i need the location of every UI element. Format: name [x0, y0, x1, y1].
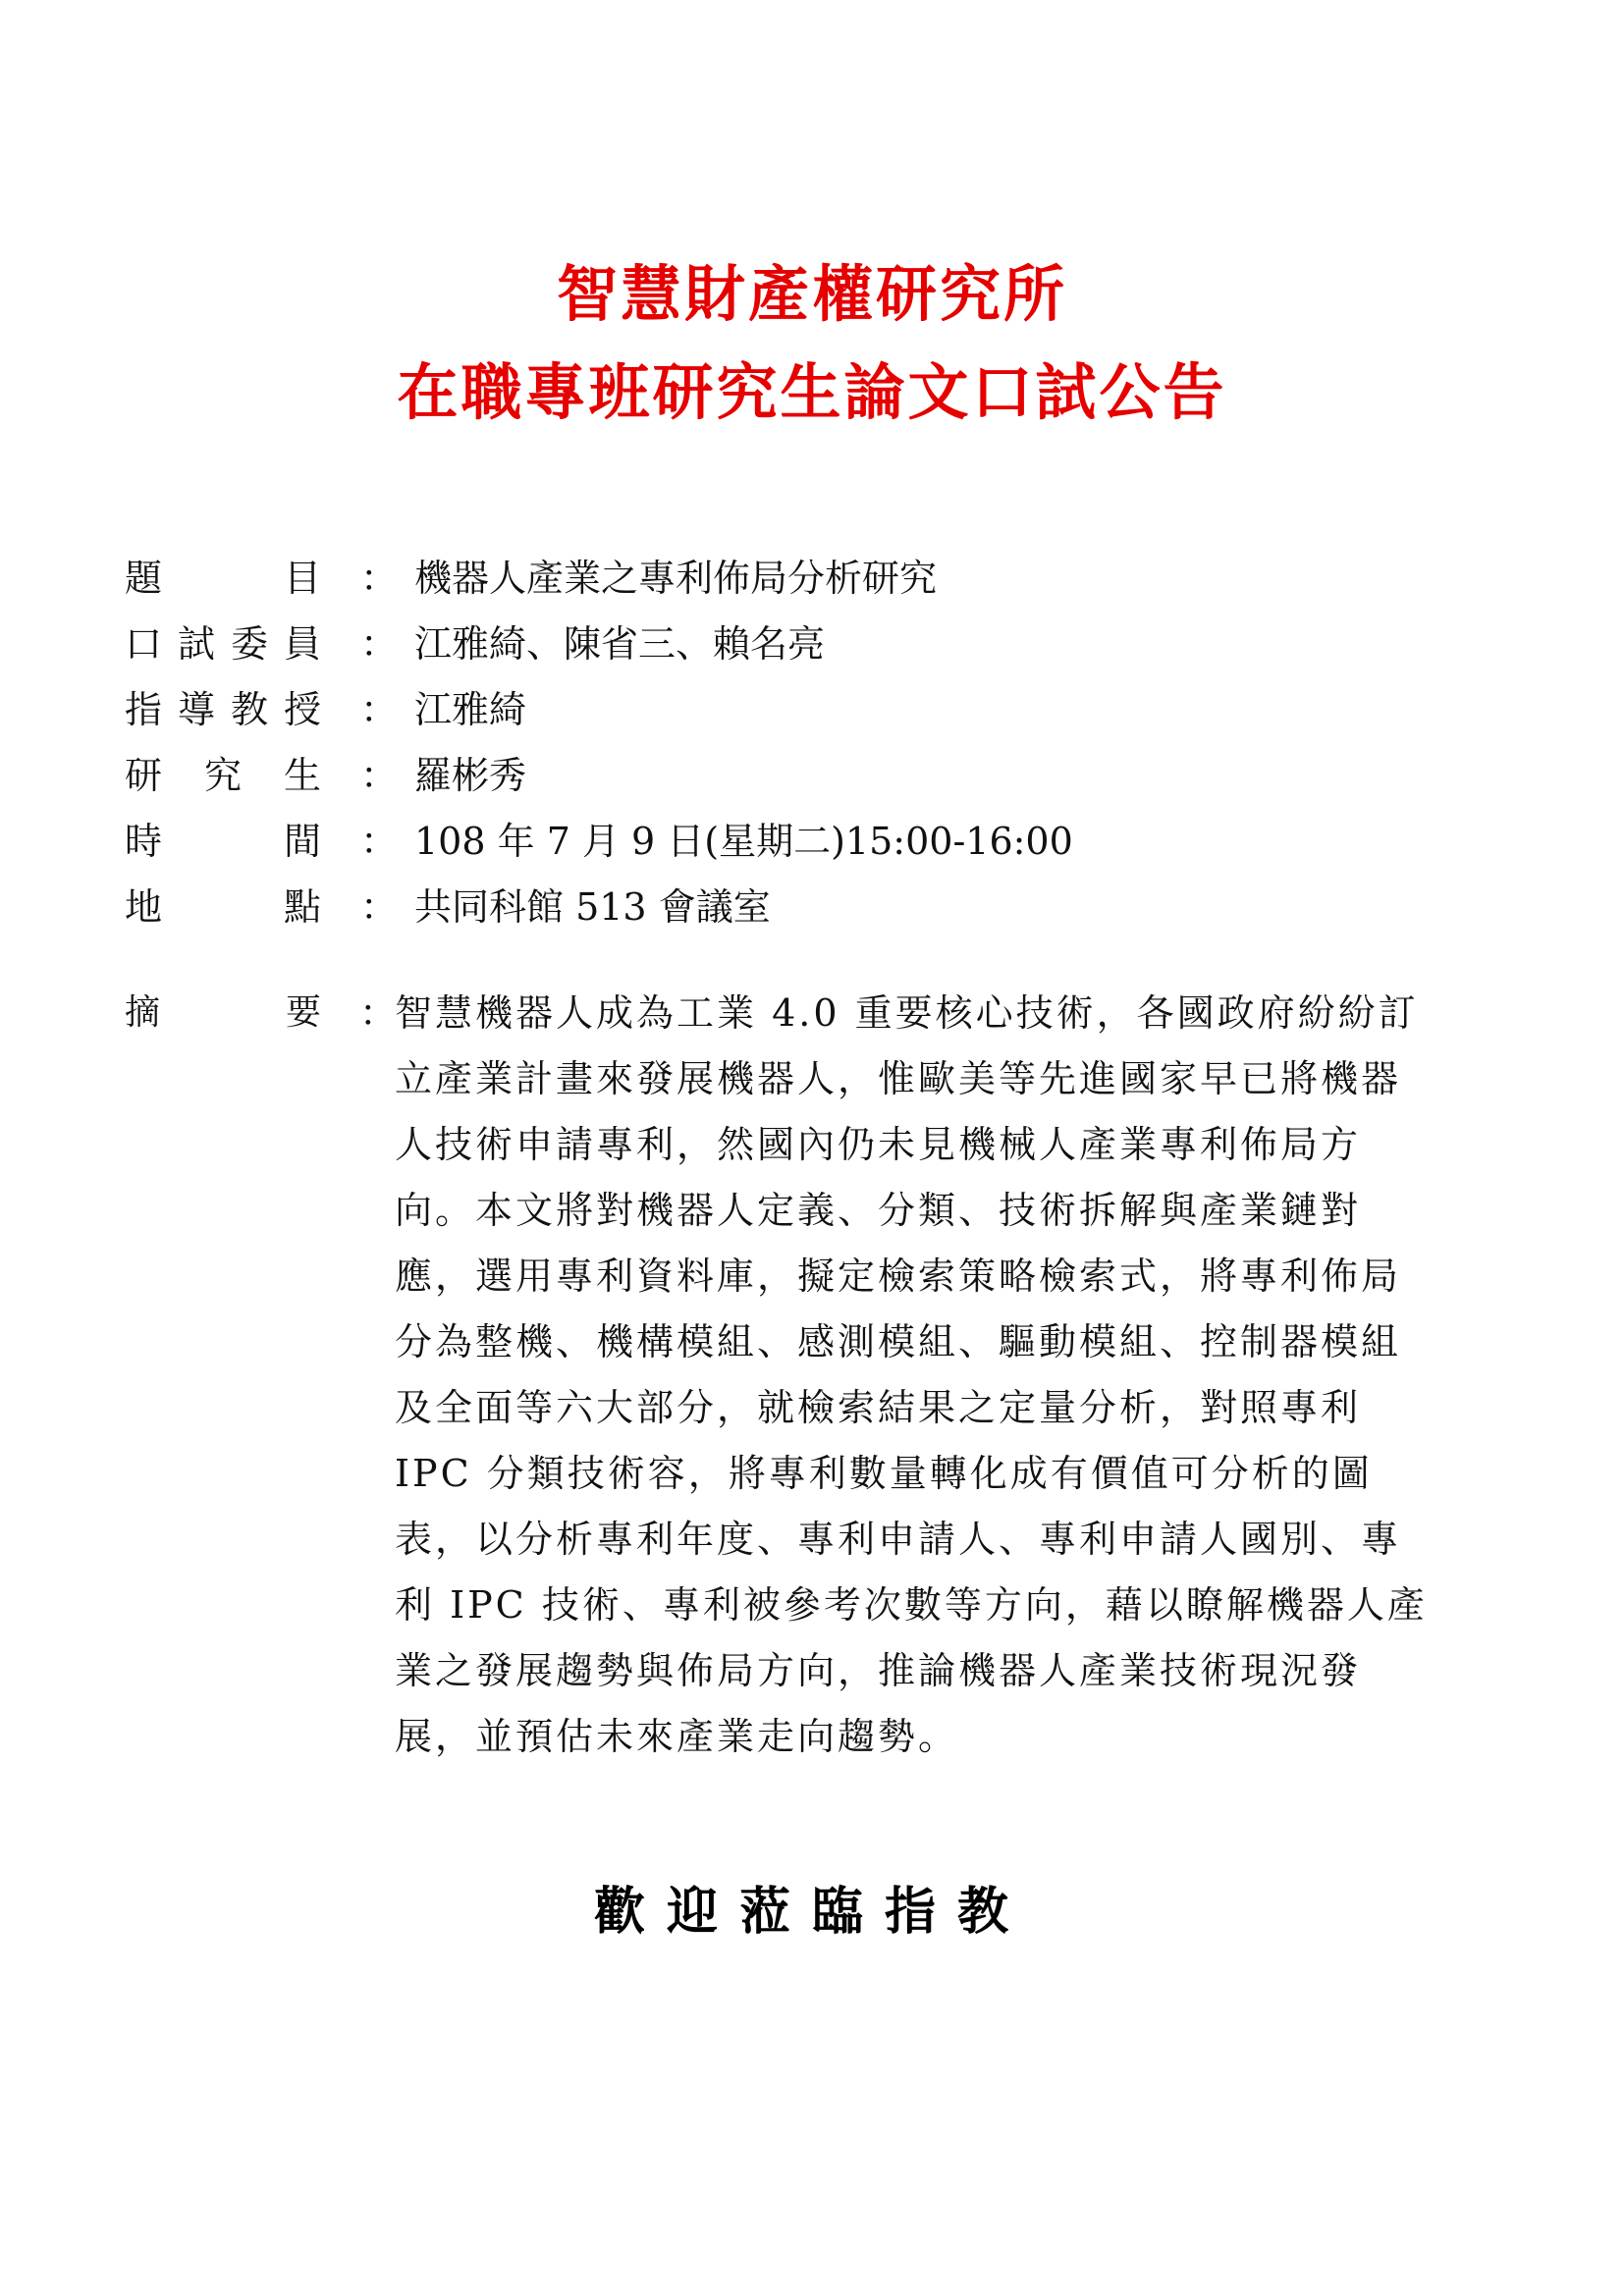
announcement-title: 在職專班研究生論文口試公告 [397, 356, 1227, 428]
label-char: 要 [285, 991, 321, 1033]
abstract-line: 分為整機、機構模組、感測模組、驅動模組、控制器模組 [395, 1319, 1402, 1363]
field-row-topic [125, 545, 1519, 604]
field-label [125, 545, 321, 604]
abstract-line: 表，以分析專利年度、專利申請人、專利申請人國別、專 [395, 1517, 1402, 1561]
institute-title: 智慧財產權研究所 [556, 258, 1067, 330]
label-char: 教 [230, 687, 268, 731]
field-colon: ： [360, 621, 399, 666]
field-label [125, 808, 321, 867]
field-row-committee [125, 611, 1519, 669]
field-row-time [125, 808, 1519, 867]
field-value-advisor: 江雅綺 [414, 687, 527, 731]
label-char: 目 [283, 556, 321, 600]
closing-message: 歡迎蒞臨指教 [593, 1882, 1030, 1942]
abstract-line: 應，選用專利資料庫，擬定檢索策略檢索式，將專利佈局 [395, 1254, 1402, 1298]
abstract-line: 利 IPC 技術、專利被參考次數等方向，藉以瞭解機器人產 [395, 1582, 1428, 1627]
field-colon: ： [360, 884, 399, 929]
label-char: 究 [203, 753, 242, 797]
field-row-student [125, 742, 1519, 801]
field-value-student: 羅彬秀 [414, 753, 527, 797]
label-char: 點 [283, 884, 321, 929]
label-char: 時 [125, 819, 163, 863]
abstract-line: 向。本文將對機器人定義、分類、技術拆解與產業鏈對 [395, 1188, 1362, 1232]
label-char: 地 [125, 884, 163, 929]
field-label [125, 676, 321, 735]
abstract-label [125, 980, 321, 1039]
field-label [125, 742, 321, 801]
field-colon: ： [360, 753, 399, 797]
field-value-location: 共同科館 513 會議室 [414, 884, 771, 929]
label-char: 員 [283, 621, 321, 666]
label-char: 授 [283, 687, 321, 731]
label-char: 生 [283, 753, 321, 797]
label-char: 間 [283, 819, 321, 863]
field-row-advisor [125, 676, 1519, 735]
label-char: 口 [125, 621, 163, 666]
abstract-line: 智慧機器人成為工業 4.0 重要核心技術，各國政府紛紛訂 [395, 990, 1419, 1035]
field-label [125, 611, 321, 669]
field-value-committee: 江雅綺、陳省三、賴名亮 [414, 621, 826, 666]
field-row-location [125, 874, 1519, 933]
label-char: 導 [177, 687, 215, 731]
label-char: 研 [125, 753, 163, 797]
field-colon: ： [360, 556, 399, 600]
abstract-colon: ： [359, 990, 398, 1035]
abstract-line: 人技術申請專利，然國內仍未見機械人產業專利佈局方 [395, 1122, 1362, 1166]
field-colon: ： [360, 819, 399, 863]
abstract-line: IPC 分類技術容，將專利數量轉化成有價值可分析的圖 [395, 1451, 1373, 1495]
field-value-topic: 機器人產業之專利佈局分析研究 [414, 556, 938, 600]
label-char: 摘 [125, 991, 161, 1033]
abstract-line: 立產業計畫來發展機器人，惟歐美等先進國家早已將機器 [395, 1056, 1402, 1100]
field-value-time: 108 年 7 月 9 日(星期二)15:00-16:00 [414, 819, 1073, 863]
abstract-line: 業之發展趨勢與佈局方向，推論機器人產業技術現況發 [395, 1648, 1362, 1692]
label-char: 委 [230, 621, 268, 666]
abstract-line: 展，並預估未來產業走向趨勢。 [395, 1714, 959, 1758]
label-char: 題 [125, 556, 163, 600]
field-label [125, 874, 321, 933]
abstract-line: 及全面等六大部分，就檢索結果之定量分析，對照專利 [395, 1385, 1362, 1429]
field-colon: ： [360, 687, 399, 731]
label-char: 指 [125, 687, 163, 731]
label-char: 試 [177, 621, 215, 666]
